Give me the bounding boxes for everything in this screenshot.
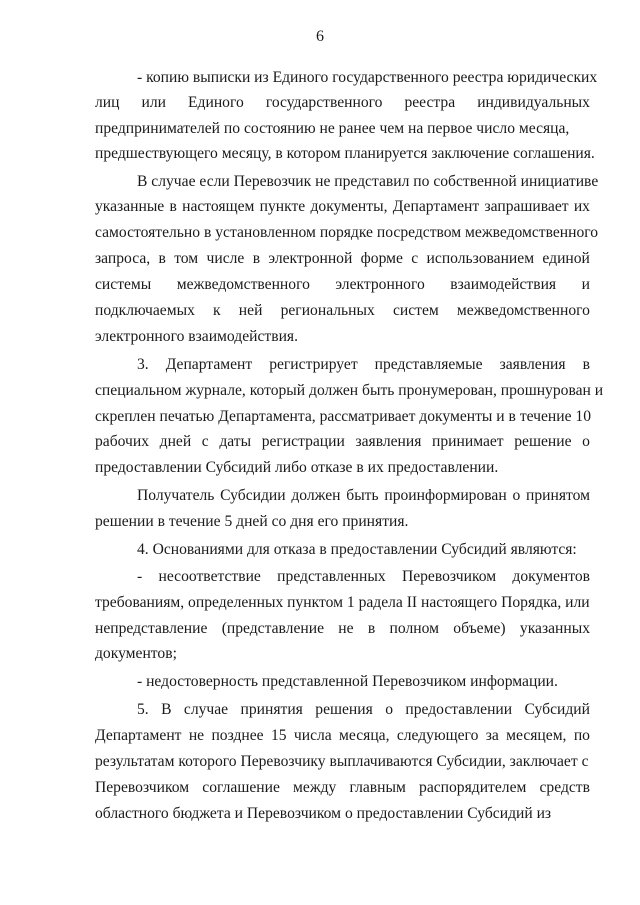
text-line: предпринимателей по состоянию не ранее чем на первое число месяца, [95, 120, 570, 137]
text-line: Перевозчиком соглашение между главным распорядителем средств [95, 779, 590, 796]
text-line: подключаемых к ней региональных систем межведомственного [95, 302, 590, 319]
text-line: - несоответствие представленных Перевозчиком документов [137, 568, 590, 585]
text-line: скреплен печатью Департамента, рассматривает документы и в течение 10 [95, 408, 592, 425]
text-line: предоставлении Субсидий либо отказе в их предоставлении. [95, 459, 499, 476]
text-line: самостоятельно в установленном порядке посредством межведомственного [95, 224, 599, 241]
text-line: указанные в настоящем пункте документы, Департамент запрашивает их [95, 198, 590, 215]
text-line: специальном журнале, который должен быть пронумерован, прошнурован и [95, 382, 604, 399]
text-line: - копию выписки из Единого государственного реестра юридических [137, 69, 598, 86]
text-line: 4. Основаниями для отказа в предоставлении Субсидий являются: [137, 541, 577, 558]
text-line: лиц или Единого государственного реестра индивидуальных [95, 94, 590, 111]
text-line: Департамент не позднее 15 числа месяца, следующего за месяцем, по [95, 727, 590, 744]
text-line: системы межведомственного электронного взаимодействия и [95, 276, 590, 293]
text-line: решении в течение 5 дней со дня его принятия. [95, 513, 409, 530]
text-line: - недостоверность представленной Перевозчиком информации. [137, 673, 558, 690]
text-line: документов; [95, 645, 177, 662]
text-line: предшествующего месяцу, в котором планируется заключение соглашения. [95, 145, 595, 162]
text-line: 3. Департамент регистрирует представляемые заявления в [137, 356, 590, 373]
text-line: рабочих дней с даты регистрации заявления принимает решение о [95, 433, 590, 450]
text-line: требованиям, определенных пунктом 1 радела II настоящего Порядка, или [95, 594, 590, 611]
page-number: 6 [316, 28, 324, 45]
text-line: непредставление (представление не в полном объеме) указанных [95, 620, 590, 637]
text-line: Получатель Субсидии должен быть проинформирован о принятом [137, 487, 590, 504]
text-line: запроса, в том числе в электронной форме с использованием единой [95, 250, 590, 267]
text-line: результатам которого Перевозчику выплачиваются Субсидии, заключает с [95, 753, 589, 770]
text-line: областного бюджета и Перевозчиком о предоставлении Субсидий из [95, 805, 552, 822]
text-line: 5. В случае принятия решения о предоставлении Субсидий [137, 701, 590, 718]
text-line: В случае если Перевозчик не представил по собственной инициативе [137, 173, 599, 190]
text-line: электронного взаимодействия. [95, 328, 298, 345]
